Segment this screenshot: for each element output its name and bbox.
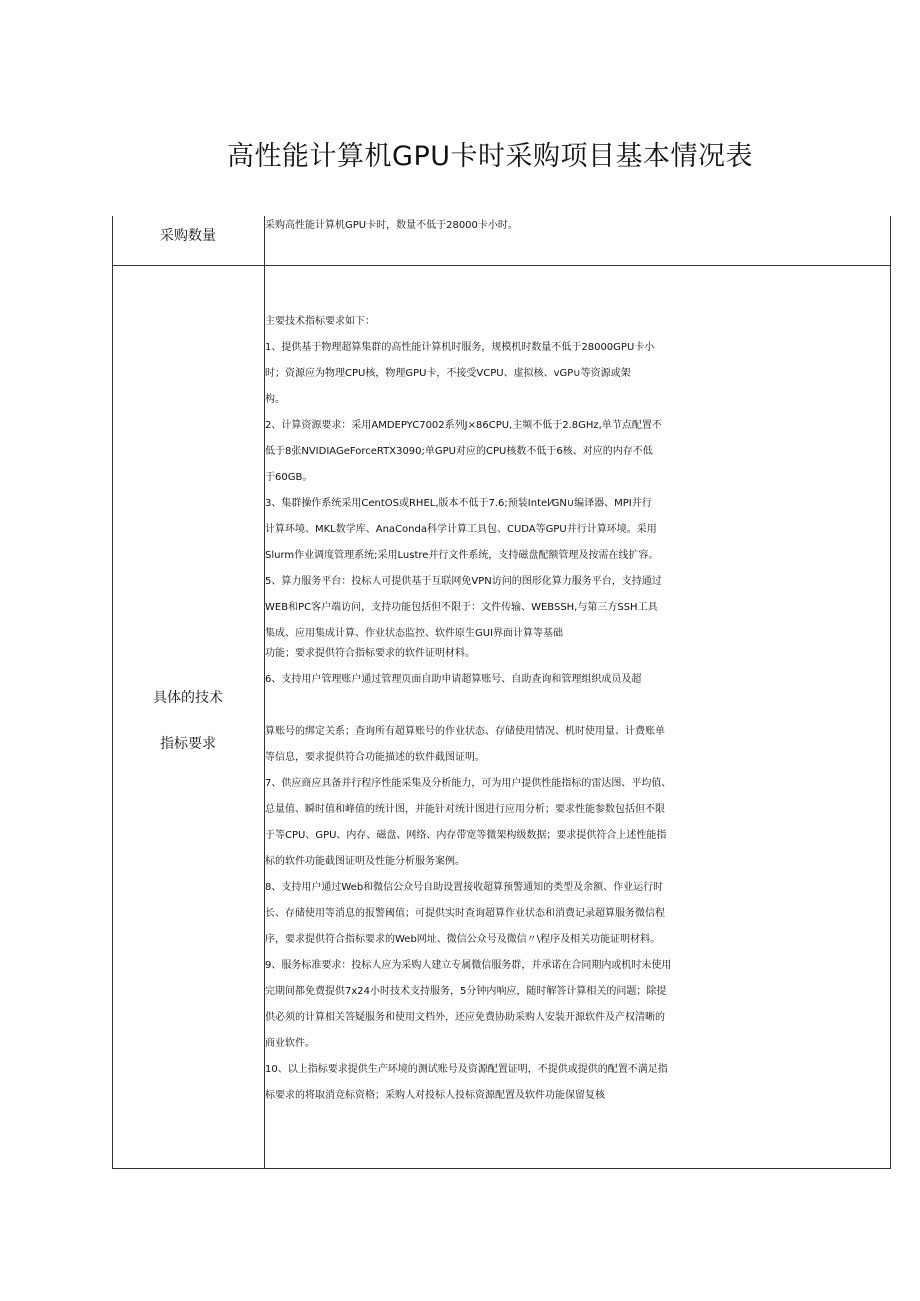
row-label-tech-line-1: 具体的技术 — [153, 690, 223, 706]
tech-line: 6、支持用户管理账户通过管理页面自助申请超算账号、自助查询和管理组织成员及超 — [265, 674, 642, 685]
tech-line: 序，要求提供符合指标要求的Web网址、微信公众号及微信〃\程序及相关功能证明材料。 — [265, 934, 661, 945]
row-content-quantity — [265, 216, 893, 236]
tech-line: 时；资源应为物理CPU核，物理GPU卡，不接受VCPU、虚拟核、vGP∪等资源或架 — [265, 368, 631, 379]
tech-line: 标的软件功能截图证明及性能分析服务案例。 — [265, 856, 465, 867]
tech-line: 集成、应用集成计算、作业状态监控、软件原生GUI界面计算等基础 — [265, 628, 564, 639]
page-title: 高性能计算机GPU卡时采购项目基本情况表 — [227, 141, 753, 172]
tech-line: 于60GB。 — [265, 472, 313, 483]
row-content-tech — [265, 312, 893, 1106]
tech-line: 标要求的将取消竞标资格；采购人对投标人投标资源配置及软件功能保留复核 — [265, 1090, 605, 1101]
tech-line: 2、计算资源要求：采用AMDEPYC7002系列J×86CPU,主频不低于2.8GHz,单节点配置不 — [265, 420, 662, 431]
tech-line: 于等CPU、GPU、内存、磁盘、网络、内存带宽等微架构级数据；要求提供符合上述性能指 — [265, 830, 667, 841]
tech-line: WEB和PC客户端访问，支持功能包括但不限于：文件传输、WEBSSH,与第三方SSH工具 — [265, 602, 658, 613]
tech-line: 长、存储使用等消息的报警阈值；可提供实时查询超算作业状态和消费记录超算服务微信程 — [265, 908, 665, 919]
tech-line: 10、以上指标要求提供生产环境的测试账号及资源配置证明，不提供或提供的配置不满足指 — [265, 1064, 668, 1075]
row-label-quantity: 采购数量 — [160, 228, 216, 244]
tech-line: 商业软件。 — [265, 1038, 315, 1049]
tech-line: 算账号的绑定关系；查询所有超算账号的作业状态、存储使用情况、机时使用量、计费账单 — [265, 726, 665, 737]
tech-line: 完期间都免费提供7x24小时技术支持服务，5分钟内响应，随时解答计算相关的问题；除提 — [265, 986, 667, 997]
tech-line: 7、供应商应具备并行程序性能采集及分析能力，可为用户提供性能指标的雷达图、平均值、 — [265, 778, 672, 789]
tech-line: 9、服务标准要求：投标人应为采购人建立专属微信服务群，并承诺在合同期内或机时未使用 — [265, 960, 672, 971]
tech-line: Slurm作业调度管理系统;采用Lustre并行文件系统，支持磁盘配额管理及按需在线扩容。 — [265, 550, 659, 561]
tech-line: 低于8张NVIDIAGeForceRTX3090;单GPU对应的CPU核数不低于6核、对应的内存不低 — [265, 446, 653, 457]
tech-line: 功能；要求提供符合指标要求的软件证明材料。 — [265, 648, 475, 659]
tech-line: 等信息，要求提供符合功能描述的软件截图证明。 — [265, 752, 485, 763]
tech-line: 供必须的计算相关答疑服务和使用文档外，还应免费协助采购人安装开源软件及产权清晰的 — [265, 1012, 665, 1023]
table-row-divider — [112, 265, 891, 266]
table-bottom-border — [112, 1168, 891, 1169]
row-label-tech-line-2: 指标要求 — [160, 736, 216, 752]
tech-line: 8、支持用户通过Web和微信公众号自助设置接收超算预警通知的类型及余额、作业运行时 — [265, 882, 664, 893]
tech-line: 主要技术指标要求如下： — [265, 316, 375, 327]
tech-line: 总量值、瞬时值和峰值的统计图，并能针对统计图进行应用分析；要求性能参数包括但不限 — [265, 804, 665, 815]
quantity-text: 采购高性能计算机GPU卡时，数量不低于28000卡小时。 — [265, 220, 518, 231]
tech-line: 5、算力服务平台：投标人可提供基于互联网免VPN访问的图形化算力服务平台，支持通过 — [265, 576, 662, 587]
tech-line: 计算环境、MKL数学库、AnaConda科学计算工具包、CUDA等GPU并行计算环境。采用 — [265, 524, 657, 535]
info-table — [112, 216, 891, 1169]
tech-line: 3、集群操作系统采用CentOS或RHEL,版本不低于7.6;预装Intel⁄GN∪编译器、MPI并行 — [265, 498, 652, 509]
tech-line: 构。 — [265, 394, 285, 405]
tech-line: 1、提供基于物理超算集群的高性能计算机时服务，规模机时数量不低于28000GPU卡小 — [265, 342, 655, 353]
